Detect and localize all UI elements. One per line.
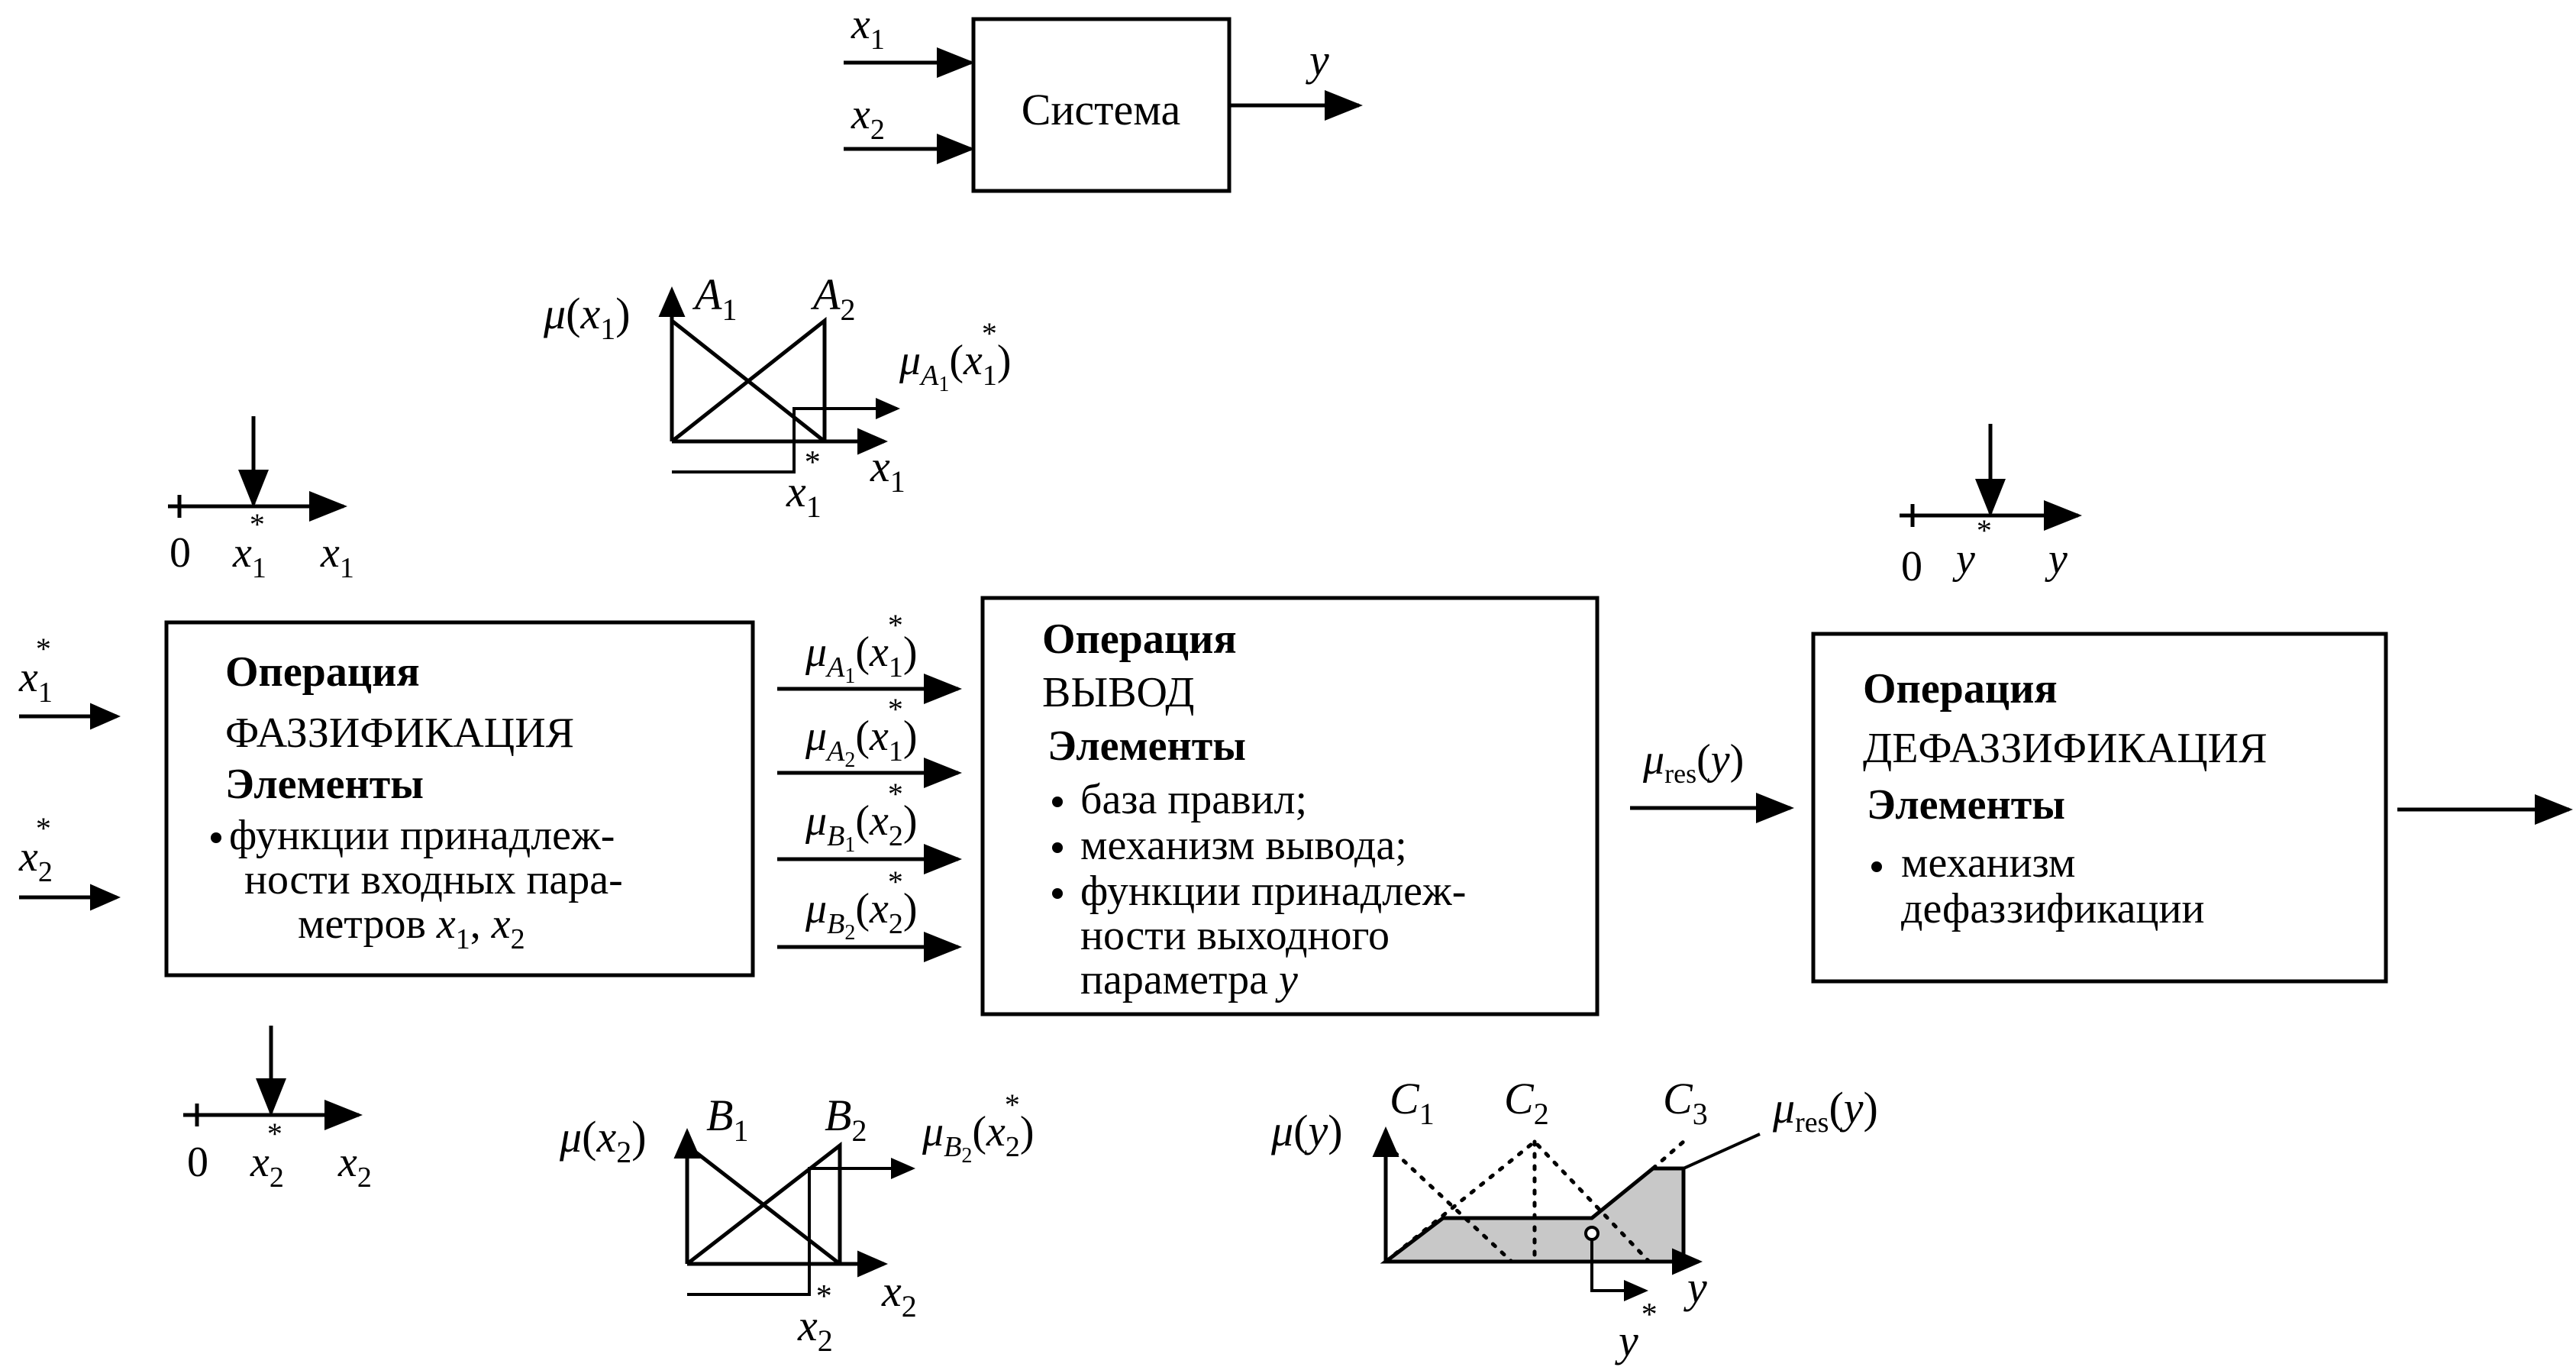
fuzzification-op-title: Операция xyxy=(225,648,420,696)
fuzzification-line-3: метров $x_1$, $x_2$ xyxy=(298,900,525,955)
plot-x1 xyxy=(543,270,1012,524)
inference-item-3: функции принадлеж- xyxy=(1080,868,1467,915)
defuzzification-elements-title: Элементы xyxy=(1867,781,2066,829)
defuzzification-op-title: Операция xyxy=(1863,665,2058,713)
y-axis-group xyxy=(1900,424,2078,590)
system-label: Система xyxy=(1021,85,1181,134)
defuzzification-op-name: ДЕФАЗЗИФИКАЦИЯ xyxy=(1863,725,2268,772)
system-input-x2-label: $x_2$ xyxy=(851,91,885,146)
defuzzification-line-2: дефаззификации xyxy=(1901,885,2205,932)
x1-star-label: $x_1*$ xyxy=(233,507,266,584)
plot-x2-axis-label: $x_2$ xyxy=(882,1266,917,1323)
y-axis-label: y xyxy=(2048,535,2068,583)
y-star-label: y* xyxy=(1956,513,1992,583)
x1-axis-zero: 0 xyxy=(169,529,191,577)
plot-x2-out-label: $\mu_B2(x_2*)$ xyxy=(922,1087,1035,1168)
plot-x1-axis-label: $x_1$ xyxy=(870,441,905,499)
inference-block xyxy=(983,598,1597,1014)
defuzzification-line-1: механизм xyxy=(1901,839,2076,887)
fuzzification-line-1: функции принадлеж- xyxy=(229,812,615,859)
fuzz-input-x2-label: $x_2*$ xyxy=(19,811,53,888)
plot-x2-B2-label: $B_2$ xyxy=(825,1091,867,1148)
inference-elements-title: Элементы xyxy=(1048,722,1247,770)
label-mu-res: $\mu_{res}(y)$ xyxy=(1643,736,1745,789)
fuzzification-op-name: ФАЗЗИФИКАЦИЯ xyxy=(225,709,575,757)
inference-item-3-cont-2: параметра y xyxy=(1080,956,1298,1003)
plot-y-C2-label: $C_2$ xyxy=(1504,1074,1549,1131)
plot-y-axis-label: y xyxy=(1687,1262,1707,1312)
plot-y-C1-label: $C_1$ xyxy=(1390,1074,1435,1131)
inference-item-3-cont-1: ности выходного xyxy=(1080,912,1390,959)
fuzzification-bullet xyxy=(211,832,221,843)
system-output-label: y xyxy=(1309,35,1329,85)
inference-bullet-3 xyxy=(1052,888,1063,899)
label-muB1: $\mu_B1(x_2*)$ xyxy=(805,777,918,857)
x1-axis-group xyxy=(168,416,354,584)
x2-axis-zero: 0 xyxy=(187,1139,208,1186)
plot-y-res-leader xyxy=(1683,1134,1760,1168)
y-axis-zero: 0 xyxy=(1901,543,1922,590)
label-muB2: $\mu_B2(x_2*)$ xyxy=(805,864,918,945)
plot-x1-xstar-label: $x_1*$ xyxy=(786,445,822,524)
system-block xyxy=(844,1,1359,191)
x2-axis-group xyxy=(183,1026,372,1194)
plot-y-centroid xyxy=(1586,1227,1598,1239)
plot-y-C3-label: $C_3$ xyxy=(1663,1074,1708,1131)
fuzzification-line-2: ности входных пара- xyxy=(244,856,623,903)
plot-y-res-label: $\mu_{res}(y)$ xyxy=(1773,1083,1878,1139)
inference-item-1: база правил; xyxy=(1080,776,1308,823)
plot-x1-A1-label: $A_1$ xyxy=(695,270,738,327)
label-muA2: $\mu_A2(x_1*)$ xyxy=(805,692,918,772)
plot-y-mu-label: μ(y) xyxy=(1271,1106,1343,1155)
plot-x2-xstar-label: $x_2*$ xyxy=(798,1279,833,1358)
system-input-x1-label: $x_1$ xyxy=(851,1,885,56)
plot-x2-mu-label: $\mu(x_2)$ xyxy=(560,1112,647,1169)
inference-bullet-1 xyxy=(1052,797,1063,807)
x1-axis-label: $x_1$ xyxy=(321,529,354,584)
fuzzification-block xyxy=(18,622,753,975)
inference-op-name: ВЫВОД xyxy=(1042,669,1195,716)
label-muA1: $\mu_A1(x_1*)$ xyxy=(805,608,918,688)
membership-arrows xyxy=(777,608,958,947)
plot-x1-out-label: $\mu_A1(x_1*)$ xyxy=(899,316,1012,396)
defuzzification-block xyxy=(1813,634,2569,981)
plot-x2-B1-label: $B_1$ xyxy=(706,1091,749,1148)
fuzz-input-x1-label: $x_1*$ xyxy=(19,632,53,709)
plot-y-ystar-label: y* xyxy=(1619,1298,1658,1365)
x2-axis-label: $x_2$ xyxy=(338,1139,372,1194)
plot-y xyxy=(1270,1074,1878,1365)
inference-op-title: Операция xyxy=(1042,616,1237,663)
inference-bullet-2 xyxy=(1052,842,1063,853)
fuzzification-elements-title: Элементы xyxy=(225,761,424,808)
x2-star-label: $x_2*$ xyxy=(250,1117,284,1194)
plot-x1-mu-label: $\mu(x_1)$ xyxy=(544,289,631,346)
res-arrow-group xyxy=(1630,736,1790,808)
plot-y-C3-dotted xyxy=(1653,1142,1683,1168)
plot-x1-A2-label: $A_2$ xyxy=(813,270,856,327)
defuzzification-bullet xyxy=(1871,861,1882,872)
inference-item-2: механизм вывода; xyxy=(1080,822,1407,869)
plot-x2 xyxy=(559,1087,1035,1358)
